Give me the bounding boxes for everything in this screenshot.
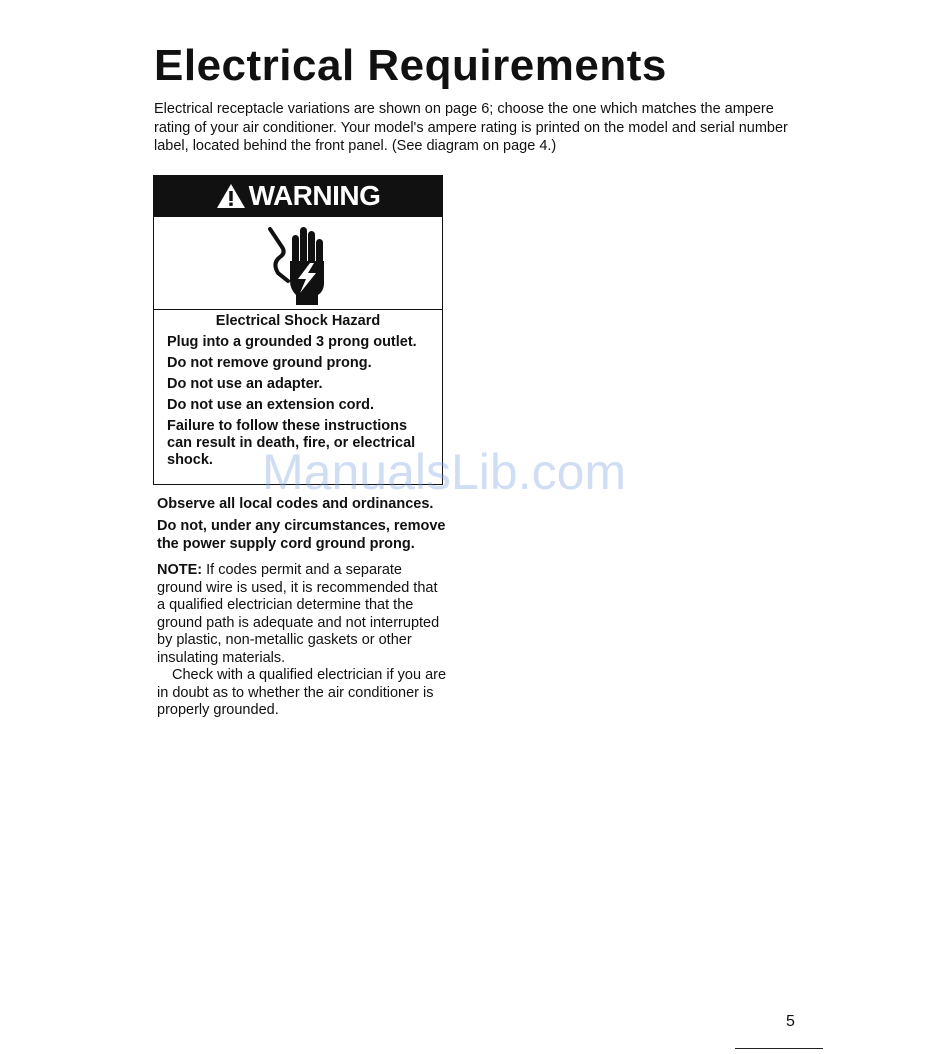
observe-codes-text: Observe all local codes and ordinances. — [157, 496, 434, 512]
note-text: If codes permit and a separate ground wire is used, it is recommended that a qualified electrician determine that the ground path is adequate and not interrupted by plastic, non-metallic gaskets or other insulating materials. — [157, 562, 440, 666]
warning-label: WARNING — [248, 180, 381, 211]
electric-shock-hand-icon — [258, 221, 338, 305]
grounding-notes — [157, 495, 447, 720]
footer-rule — [735, 1048, 823, 1049]
warning-line: Do not use an extension cord. — [167, 397, 375, 413]
warning-line: Plug into a grounded 3 prong outlet. — [167, 334, 417, 350]
warning-triangle-icon — [216, 183, 246, 209]
note-paragraph-2: Check with a qualified electrician if you are in doubt as to whether the air conditioner is properly grounded. — [157, 667, 447, 718]
warning-header — [154, 175, 442, 217]
note-label: NOTE: — [157, 562, 203, 578]
note-paragraph — [157, 562, 447, 667]
watermark: ManualsLib.com — [262, 444, 627, 500]
ground-prong-text: Do not, under any circumstances, remove the power supply cord ground prong. — [157, 518, 446, 552]
warning-line: Do not remove ground prong. — [167, 355, 372, 371]
warning-line: Failure to follow these instructions can result in death, fire, or electrical shock. — [167, 418, 416, 468]
page-title: Electrical Requirements — [154, 41, 667, 90]
intro-paragraph: Electrical receptacle variations are shown on page 6; choose the one which matches the ampere rating of your air conditioner. Your model's ampere rating is printed on the model and serial number label, located behind the front panel. (See diagram on page 4.) — [154, 101, 788, 154]
page-number: 5 — [786, 1013, 795, 1030]
shock-figure — [154, 217, 442, 310]
warning-box — [153, 175, 443, 485]
warning-line: Do not use an adapter. — [167, 376, 323, 392]
hazard-title: Electrical Shock Hazard — [215, 313, 381, 329]
